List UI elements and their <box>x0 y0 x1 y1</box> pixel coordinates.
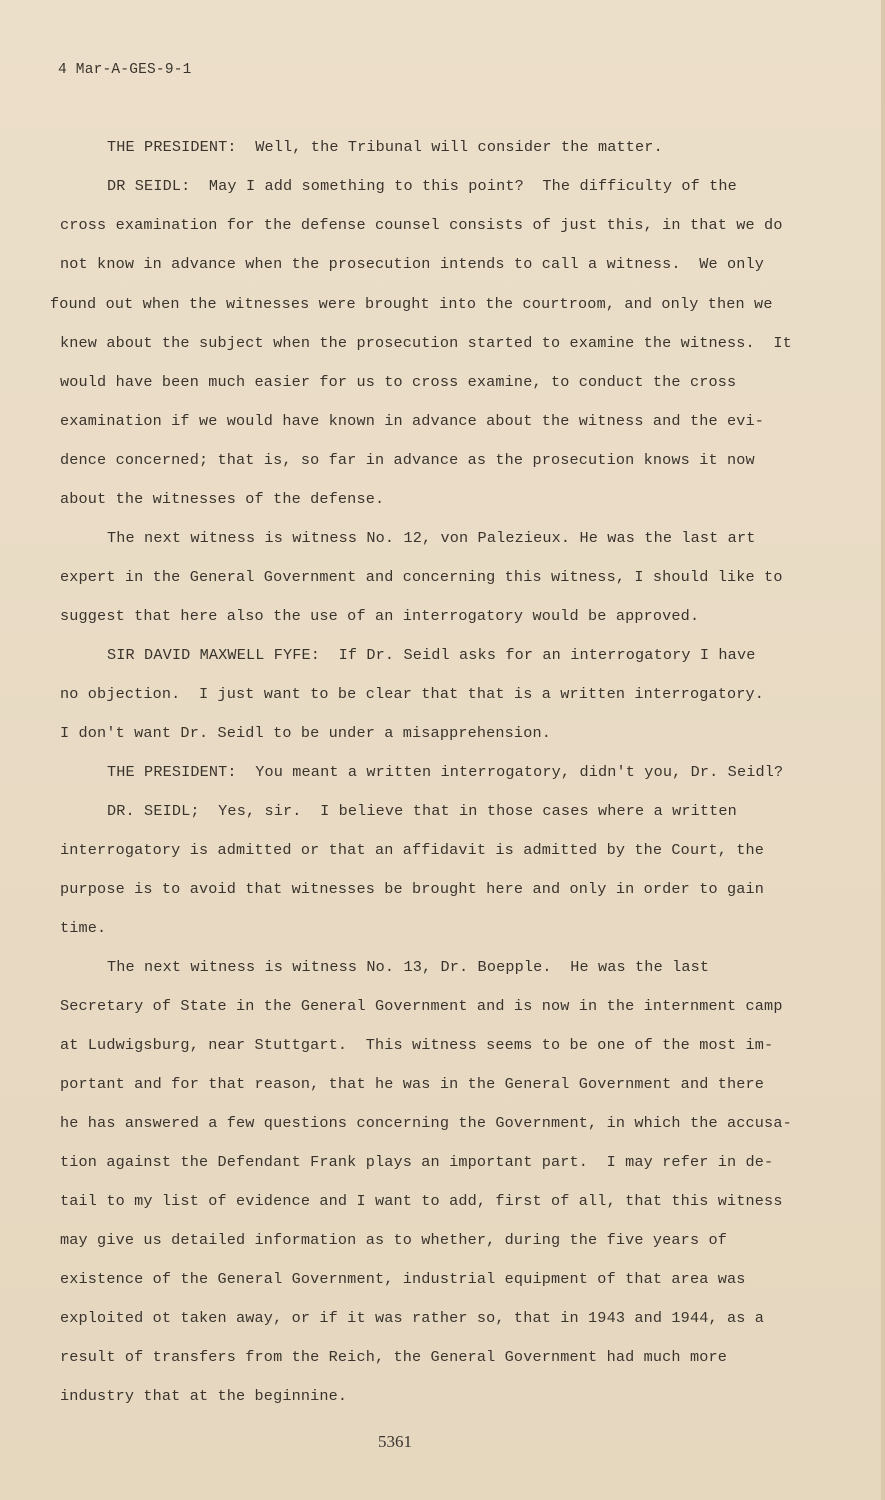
text-line: SIR DAVID MAXWELL FYFE: If Dr. Seidl asks for an interrogatory I have <box>107 646 756 664</box>
text-line: THE PRESIDENT: Well, the Tribunal will consider the matter. <box>107 138 663 156</box>
text-line: DR SEIDL: May I add something to this point? The difficulty of the <box>107 177 737 195</box>
text-line: result of transfers from the Reich, the General Government had much more <box>60 1348 728 1366</box>
text-line: existence of the General Government, industrial equipment of that area was <box>60 1270 746 1288</box>
page-edge <box>881 0 885 1500</box>
text-line: at Ludwigsburg, near Stuttgart. This witness seems to be one of the most im- <box>60 1036 774 1054</box>
text-line: tion against the Defendant Frank plays an important part. I may refer in de- <box>60 1153 774 1171</box>
text-line: DR. SEIDL; Yes, sir. I believe that in those cases where a written <box>107 802 737 820</box>
text-line: would have been much easier for us to cross examine, to conduct the cross <box>60 373 737 391</box>
text-line: portant and for that reason, that he was in the General Government and there <box>60 1075 765 1093</box>
page-number: 5361 <box>378 1432 412 1451</box>
text-line: tail to my list of evidence and I want to add, first of all, that this witness <box>60 1192 783 1210</box>
text-line: not know in advance when the prosecution intends to call a witness. We only <box>60 255 765 273</box>
text-line: suggest that here also the use of an interrogatory would be approved. <box>60 607 700 625</box>
text-line: cross examination for the defense counsel consists of just this, in that we do <box>60 216 783 234</box>
text-line: purpose is to avoid that witnesses be brought here and only in order to gain <box>60 880 765 898</box>
text-line: interrogatory is admitted or that an affidavit is admitted by the Court, the <box>60 841 765 859</box>
text-line: industry that at the beginnine. <box>60 1387 348 1405</box>
document-reference: 4 Mar-A-GES-9-1 <box>58 62 192 78</box>
text-line: Secretary of State in the General Government and is now in the internment camp <box>60 997 783 1015</box>
text-line: I don't want Dr. Seidl to be under a misapprehension. <box>60 724 551 742</box>
text-line: The next witness is witness No. 13, Dr. Boepple. He was the last <box>107 958 710 976</box>
text-line: knew about the subject when the prosecution started to examine the witness. It <box>60 334 792 352</box>
text-line: examination if we would have known in advance about the witness and the evi- <box>60 412 765 430</box>
text-line: about the witnesses of the defense. <box>60 490 385 508</box>
text-line: no objection. I just want to be clear that that is a written interrogatory. <box>60 685 765 703</box>
text-line: The next witness is witness No. 12, von Palezieux. He was the last art <box>107 529 756 547</box>
text-line: dence concerned; that is, so far in advance as the prosecution knows it now <box>60 451 755 469</box>
text-line: expert in the General Government and concerning this witness, I should like to <box>60 568 783 586</box>
text-line: may give us detailed information as to whether, during the five years of <box>60 1231 728 1249</box>
text-line: exploited ot taken away, or if it was rather so, that in 1943 and 1944, as a <box>60 1309 765 1327</box>
text-line: found out when the witnesses were brought into the courtroom, and only then we <box>50 295 773 313</box>
text-line: THE PRESIDENT: You meant a written interrogatory, didn't you, Dr. Seidl? <box>107 763 784 781</box>
text-line: he has answered a few questions concerning the Government, in which the accusa- <box>60 1114 792 1132</box>
text-line: time. <box>60 919 107 937</box>
